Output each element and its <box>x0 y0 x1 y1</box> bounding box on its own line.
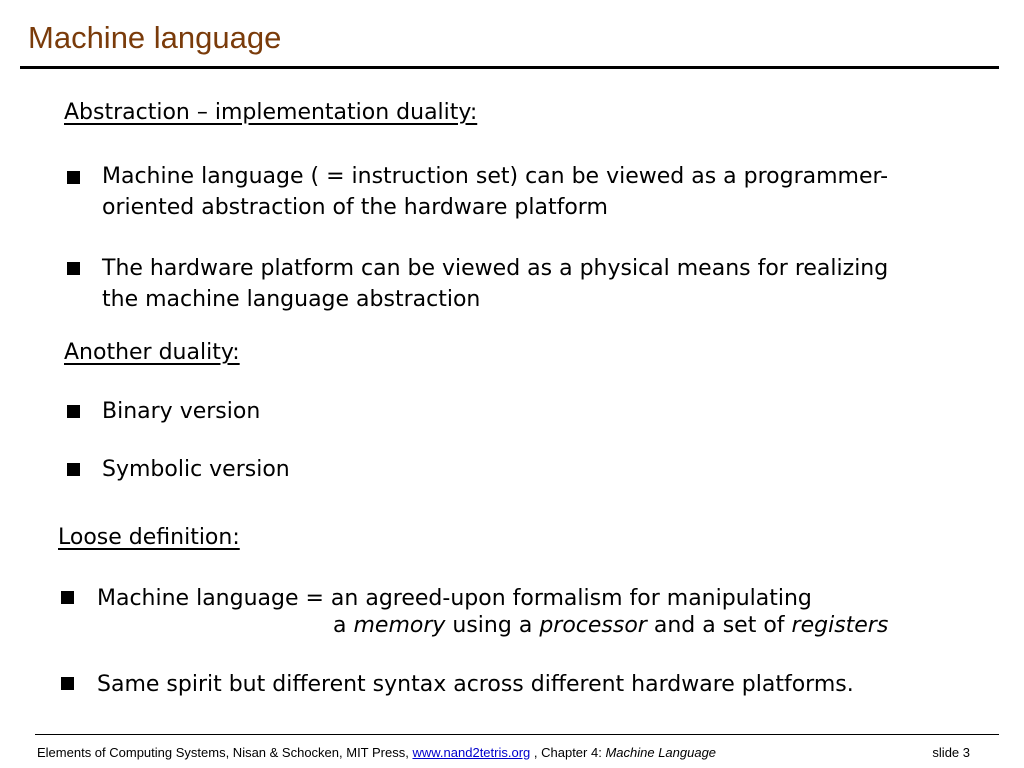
bullet-line: the machine language abstraction <box>102 287 481 312</box>
bullet-square-icon <box>67 171 80 184</box>
footer-chapter: , Chapter 4: <box>533 745 602 760</box>
text-and-a-set-of: and a set of <box>653 613 785 638</box>
bullet-text: Binary version <box>102 399 261 424</box>
bullet-square-icon <box>67 262 80 275</box>
slide-number: slide 3 <box>932 745 970 760</box>
text-using-a: using a <box>452 613 533 638</box>
bullet-square-icon <box>67 405 80 418</box>
title-divider <box>20 66 999 69</box>
bullet-text: Machine language = an agreed-upon formalism for manipulating <box>97 586 812 611</box>
text-memory: memory <box>353 613 446 638</box>
footer-citation <box>37 745 716 760</box>
text-processor: processor <box>539 613 647 638</box>
bullet-text <box>102 161 888 223</box>
bullet-line: Machine language ( = instruction set) can be viewed as a programmer- <box>102 164 889 189</box>
slide-title: Machine language <box>28 20 282 55</box>
bullet-text: Same spirit but different syntax across different hardware platforms. <box>97 672 854 697</box>
bullet-text: Symbolic version <box>102 457 290 482</box>
footer-prefix: Elements of Computing Systems, Nisan & Schocken, MIT Press, <box>37 745 409 760</box>
section-heading-abstraction: Abstraction – implementation duality: <box>64 100 478 125</box>
section-heading-loose-definition: Loose definition: <box>58 525 240 550</box>
bullet-text <box>102 253 888 315</box>
footer-chapter-title: Machine Language <box>605 745 717 760</box>
bullet-line: The hardware platform can be viewed as a physical means for realizing <box>102 256 889 281</box>
bullet-line: oriented abstraction of the hardware platform <box>102 195 608 220</box>
bullet-square-icon <box>67 463 80 476</box>
footer-divider <box>35 734 999 735</box>
section-heading-another-duality: Another duality: <box>64 340 240 365</box>
bullet-square-icon <box>61 677 74 690</box>
footer-link[interactable]: www.nand2tetris.org <box>412 745 531 760</box>
bullet-text-continuation <box>333 610 888 641</box>
text-a: a <box>333 613 347 638</box>
bullet-square-icon <box>61 591 74 604</box>
text-registers: registers <box>791 613 889 638</box>
